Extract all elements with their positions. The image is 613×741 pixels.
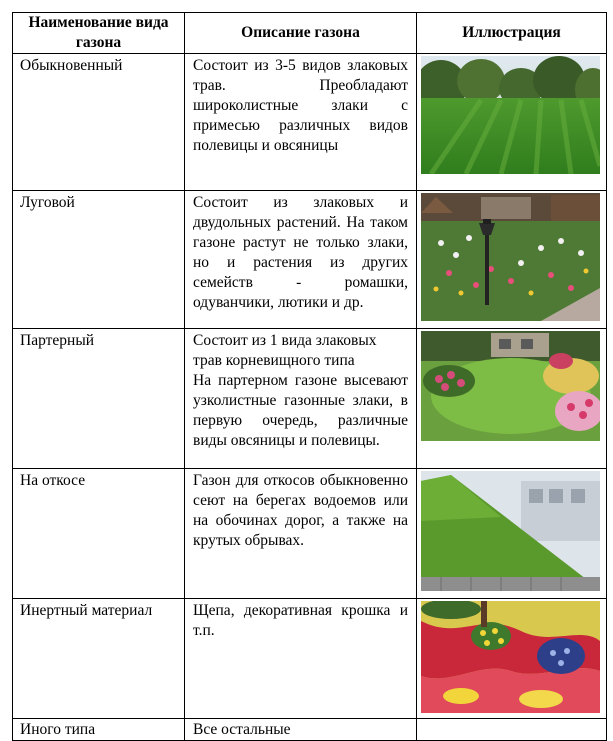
lawn-description (185, 191, 417, 329)
lawn-name: Иного типа (13, 719, 185, 741)
lawn-types-table (12, 12, 607, 741)
lawn-name: Партерный (13, 329, 185, 469)
lawn-name: Инертный материал (13, 599, 185, 719)
table-row (13, 329, 607, 469)
grass-slope-photo (421, 471, 600, 591)
lawn-description (185, 329, 417, 469)
description-text: Щепа, декоративная крошка и т.п. (193, 602, 408, 639)
description-text: Все остальные (193, 721, 291, 738)
header-illustration: Иллюстрация (417, 13, 607, 54)
table-row (13, 469, 607, 599)
illustration-cell (417, 469, 607, 599)
parterre-lawn-photo (421, 331, 600, 441)
description-text: На партерном газоне высевают узколистные газонные злаки, в первую очередь, различные виды овсяницы и полевицы. (193, 372, 408, 449)
lawn-name: Луговой (13, 191, 185, 329)
lawn-name: Обыкновенный (13, 54, 185, 191)
header-row (13, 13, 607, 54)
table-row (13, 54, 607, 191)
description-text: Состоит из 3-5 видов злаковых трав. Преобладают широколистные злаки с примесью различных видов полевицы и овсяницы (193, 57, 408, 154)
mowed-lawn-photo (421, 56, 600, 174)
colored-mulch-flowerbed-photo (421, 601, 600, 713)
lawn-name: На откосе (13, 469, 185, 599)
meadow-flowers-photo (421, 193, 600, 321)
description-text: Газон для откосов обыкновенно сеют на берегах водоемов или на обочинах дорог, а также на крутых обрывах. (193, 472, 408, 549)
header-name: Наименование вида газона (13, 13, 185, 54)
lawn-description (185, 599, 417, 719)
illustration-cell (417, 329, 607, 469)
description-text: Состоит из 1 вида злаковых трав корневищного типа (193, 332, 377, 369)
lawn-description (185, 469, 417, 599)
illustration-cell (417, 54, 607, 191)
table-row (13, 599, 607, 719)
header-description: Описание газона (185, 13, 417, 54)
description-text: Состоит из злаковых и двудольных растений. На таком газоне растут не только злаки, но и растения из других семейств - ромашки, одуванчики, лютики и др. (193, 194, 408, 311)
illustration-cell (417, 191, 607, 329)
table-row (13, 191, 607, 329)
illustration-cell (417, 599, 607, 719)
lawn-description (185, 54, 417, 191)
